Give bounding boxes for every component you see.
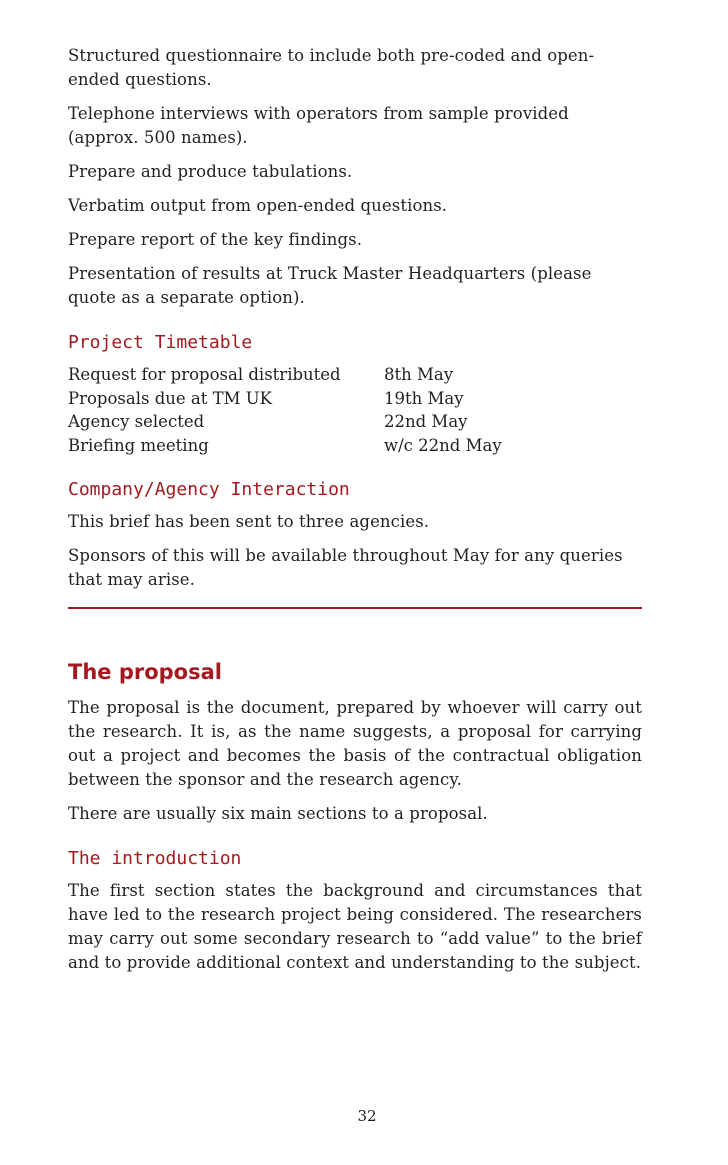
timetable-date: 22nd May [384, 412, 468, 431]
timetable-row [68, 434, 642, 458]
interaction-paragraph: This brief has been sent to three agencies. [68, 512, 430, 531]
page-number: 32 [357, 1107, 377, 1125]
timetable-label: Briefing meeting [68, 435, 209, 455]
proposal-paragraph: There are usually six main sections to a proposal. [68, 804, 488, 823]
intro-item-presentation: Presentation of results at Truck Master Headquarters (please quote as a separate option). [68, 264, 592, 307]
section-divider [68, 607, 642, 609]
proposal-heading: The proposal [68, 660, 222, 684]
timetable-row [68, 387, 642, 411]
timetable [68, 363, 642, 457]
page-content [68, 44, 642, 985]
proposal-paragraph: The proposal is the document, prepared by whoever will carry out the research. It is, as the name suggests, a proposal for carrying out a project and becomes the basis of the contractual obligation between the sponsor and the research agency. [68, 698, 642, 789]
timetable-date: w/c 22nd May [384, 435, 502, 455]
intro-item-questionnaire: Structured questionnaire to include both pre-coded and open-ended questions. [68, 46, 595, 89]
interaction-heading: Company/Agency Interaction [68, 479, 350, 500]
timetable-label: Request for proposal distributed [68, 365, 341, 384]
timetable-date: 19th May [384, 388, 464, 408]
intro-item-telephone-interviews: Telephone interviews with operators from sample provided (approx. 500 names). [68, 104, 569, 147]
timetable-label: Agency selected [68, 412, 205, 431]
introduction-heading: The introduction [68, 848, 242, 869]
intro-item-report: Prepare report of the key findings. [68, 230, 363, 249]
intro-item-verbatim-output: Verbatim output from open-ended questions. [68, 196, 448, 215]
timetable-date: 8th May [384, 365, 454, 384]
timetable-label: Proposals due at TM UK [68, 388, 273, 408]
introduction-paragraph: The first section states the background and circumstances that have led to the research project being considered. The researchers may carry out some secondary research to “add value” to the brief and to provide additional context and understanding to the subject. [68, 881, 642, 972]
intro-item-tabulations: Prepare and produce tabulations. [68, 162, 353, 181]
timetable-heading: Project Timetable [68, 332, 253, 353]
interaction-paragraph: Sponsors of this will be available throughout May for any queries that may arise. [68, 546, 623, 589]
timetable-row [68, 363, 642, 387]
timetable-row [68, 410, 642, 434]
